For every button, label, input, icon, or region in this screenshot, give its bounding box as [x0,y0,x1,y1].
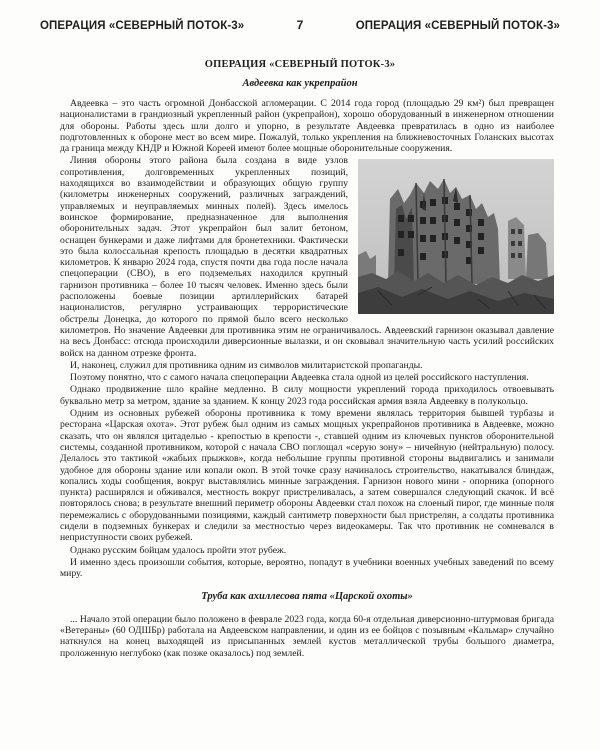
page-number: 7 [296,18,304,32]
ruined-building-photo [358,159,554,314]
paragraph: Однако русским бойцам удалось пройти этот рубеж. [70,544,287,556]
paragraph: И, наконец, служил для противника одним из символов милитаристской пропаганды. [70,359,423,371]
section-title: Труба как ахиллесова пята «Царской охоты» [201,591,413,603]
paragraph: Авдеевка – это часть огромной Донбасской агломерации. С 2014 года город (площадью 29 км²) был превращен националистами в грандиозный укрепленный район (укрепрайон), хорошо оборудованный в инженерном отношении для обороны. Работы здесь шли долго и упорно, в результате Авдеевка превратилась в одно из наиболее подготовленных к обороне мест во всем мире. Пожалуй, только укрепления на ближневосточных Голанских высотах да граница между КНДР и Южной Кореей имеют более мощные оборонительные сооружения. [60,98,554,155]
running-header [40,18,560,32]
running-header-left: ОПЕРАЦИЯ «СЕВЕРНЫЙ ПОТОК-3» [40,20,245,32]
paragraph: Поэтому понятно, что с самого начала спецоперации Авдеевка стала одной из целей российского наступления. [70,372,529,384]
paragraph: Однако продвижение шло крайне медленно. В силу мощности укреплений города приходилось отвоевывать буквально метр за метром, здание за зданием. К концу 2023 года российская армия взяла Авдеевку в полукольцо. [60,384,554,407]
section-subtitle: Авдеевка как укрепрайон [242,78,358,89]
paragraph: Линия обороны этого района была создана в виде узлов сопротивления, долговременных укрепленных позиций, находящихся во взаимодействии и образующих общую группу (километры инженерных сооружений, различных заграждений, управляемых и неуправляемых минных полей). Здесь имелось воинское формирование, предназначенное для выполнения оборонительных задач. Этот укрепрайон был залит бетоном, оснащен бункерами и даже лифтами для бронетехники. Фактически это была колоссальная крепость площадью в десятки квадратных километров. К январю 2024 года, спустя почти два года после начала спецоперации (СВО), в его подземельях находился крупный гарнизон противника – более 10 тысяч человек. Именно здесь были расположены боевые позиции артиллерийских батарей националистов, регулярно устраивающих террористические обстрелы Донецка, до которого по прямой было всего несколько километров. Но значение Авдеевки для противника этим не ограничивалось. Авдеевский гарнизон оказывал давление на весь Донбасс: отсюда происходили диверсионные вылазки, и он сковывал значительную часть усилий российских войск на данном отрезке фронта. [60,155,554,359]
running-header-right: ОПЕРАЦИЯ «СЕВЕРНЫЙ ПОТОК-3» [355,20,560,32]
paragraph: ... Начало этой операции было положено в феврале 2023 года, когда 60-я отдельная диверсионно-штурмовая бригада «Ветераны» (60 ОДШБр) работала на Авдеевском направлении, и один из ее бойцов с позывным «Кальмар» случайно наткнулся на конец выходящей из присыпанных землей кустов металлической трубы большого диаметра, проложенную неглубоко (как позже оказалось) под землей. [60,613,554,659]
paragraph: И именно здесь произошли события, которые, вероятно, попадут в учебники военных учебных заведений по всему миру. [60,556,554,580]
paragraph: Одним из основных рубежей обороны противника к тому времени являлась территория бывшей турбазы и ресторана «Царская охота». Этот рубеж был одним из самых мощных укрепрайонов противника в Авдеевке, можно сказать, что он являлся цитаделью - крепостью в крепости -, ставшей одним из ключевых пунктов оборонительной системы, созданной противником, которой с начала СВО поглощал «серую зону» – ничейную (нейтральную) полосу. Делалось это тактикой «жабьих прыжков», когда небольшие группы противной стороны выдвигались и занимали удобное для обороны здание или копали окоп. В этой точке сразу начиналось строительство, накатывался блиндаж, копались ходы сообщения, вокруг выставлялись минные заграждения. Гарнизон нового мини - опорника (опорного пункта) расширялся и обживался, местность вокруг пристреливалась, а затем совершался следующий скачок. И всё повторялось снова; в результате внешний периметр обороны Авдеевки стал похож на слоеный пирог, где минные поля перемежались с оборудованными позициями, каждый сантиметр поверхности был пристрелян, а солдаты противника сидели в подземных бункерах и следили за местностью через видеокамеры. Так что противник не сомневался в неприступности своих рубежей. [60,408,554,544]
page-title: ОПЕРАЦИЯ «СЕВЕРНЫЙ ПОТОК-3» [204,59,396,70]
article-body [60,98,554,660]
